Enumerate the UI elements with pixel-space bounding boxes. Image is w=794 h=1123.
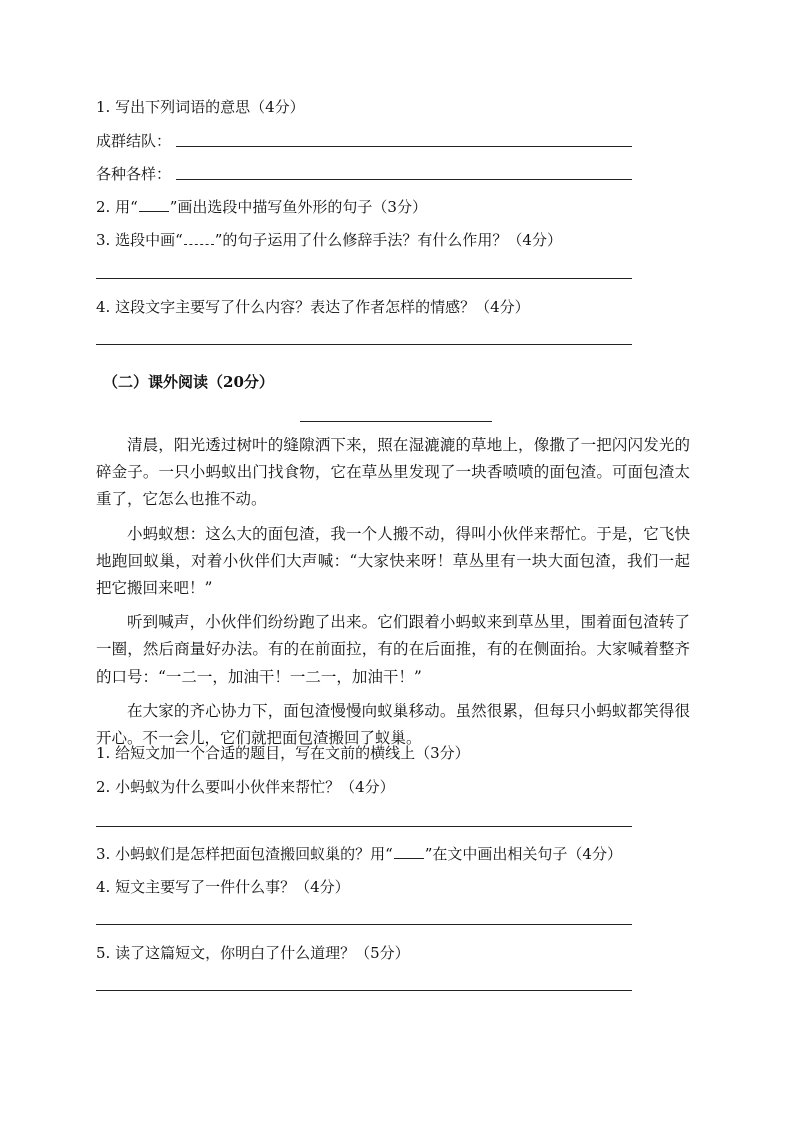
- reading-question-3: [96, 843, 622, 865]
- question-2: [96, 196, 427, 218]
- term-1-row: [96, 130, 171, 152]
- question-2-prefix: 2. 用“: [96, 198, 138, 216]
- reading-question-5-answer-line[interactable]: [96, 990, 632, 991]
- reading-question-2-answer-line[interactable]: [96, 826, 632, 827]
- reading-question-5: 5. 读了这篇短文，你明白了什么道理？（5分）: [96, 944, 410, 962]
- passage-paragraph-2: 小蚂蚁想：这么大的面包渣，我一个人搬不动，得叫小伙伴来帮忙。于是，它飞快地跑回蚁巢，对着小伙伴们大声喊：“大家快来呀！草丛里有一块大面包渣，我们一起把它搬回来吧！”: [96, 524, 690, 598]
- wavy-underline-mark: [184, 232, 214, 245]
- section-heading: （二）课外阅读（20分）: [103, 373, 274, 391]
- straight-underline-mark: [139, 199, 169, 212]
- passage-paragraph-3: 听到喊声，小伙伴们纷纷跑了出来。它们跟着小蚂蚁来到草丛里，围着面包渣转了一圈，然后商量好办法。有的在前面拉，有的在后面推，有的在侧面抬。大家喊着整齐的口号：“一二一，加油干！一二一，加油干！”: [96, 613, 690, 686]
- reading-question-2: 2. 小蚂蚁为什么要叫小伙伴来帮忙？（4分）: [96, 778, 395, 796]
- question-3-prefix: 3. 选段中画“: [96, 231, 183, 249]
- reading-question-4: 4. 短文主要写了一件什么事？（4分）: [96, 878, 350, 896]
- question-4: 4. 这段文字主要写了什么内容？表达了作者怎样的情感？（4分）: [96, 298, 530, 316]
- passage-paragraph-1: 清晨，阳光透过树叶的缝隙洒下来，照在湿漉漉的草地上，像撒了一把闪闪发光的碎金子。一只小蚂蚁出门找食物，它在草丛里发现了一块香喷喷的面包渣。可面包渣太重了，它怎么也推不动。: [96, 436, 690, 509]
- question-2-suffix: ”画出选段中描写鱼外形的句子（3分）: [169, 198, 427, 216]
- term-2-label: 各种各样：: [96, 165, 172, 183]
- reading-question-1: 1. 给短文加一个合适的题目，写在文前的横线上（3分）: [96, 744, 470, 762]
- question-3-suffix: ”的句子运用了什么修辞手法？有什么作用？（4分）: [214, 231, 562, 249]
- reading-question-3-suffix: ”在文中画出相关句子（4分）: [424, 845, 622, 863]
- term-2-answer-line[interactable]: [176, 179, 632, 180]
- question-4-answer-line[interactable]: [96, 344, 632, 345]
- question-3: [96, 229, 562, 251]
- title-answer-line[interactable]: [300, 421, 492, 422]
- term-2-row: [96, 163, 171, 185]
- term-1-answer-line[interactable]: [176, 146, 632, 147]
- passage-paragraph-4: 在大家的齐心协力下，面包渣慢慢向蚁巢移动。虽然很累，但每只小蚂蚁都笑得很开心。不一会儿，它们就把面包渣搬回了蚁巢。: [96, 701, 690, 748]
- question-1: 1. 写出下列词语的意思（4分）: [96, 98, 305, 116]
- reading-question-3-prefix: 3. 小蚂蚁们是怎样把面包渣搬回蚁巢的？用“: [96, 845, 393, 863]
- straight-underline-mark: [394, 846, 424, 859]
- reading-passage: [96, 432, 690, 752]
- reading-question-4-answer-line[interactable]: [96, 924, 632, 925]
- term-1-label: 成群结队：: [96, 132, 172, 150]
- question-3-answer-line[interactable]: [96, 278, 632, 279]
